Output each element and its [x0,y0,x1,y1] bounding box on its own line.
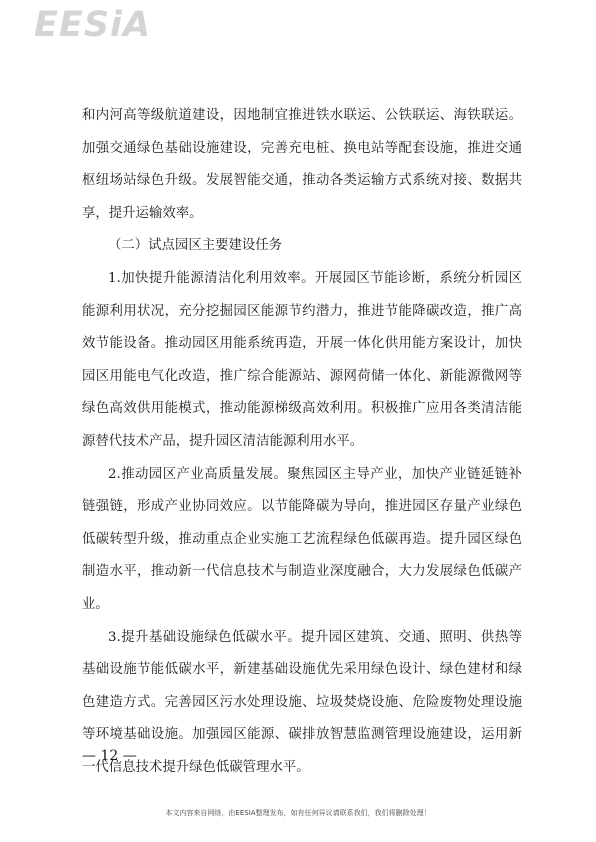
task-item-2: 2.推动园区产业高质量发展。聚焦园区主导产业，加快产业链延链补链强链，形成产业协同效应。以节能降碳为导向，推进园区存量产业绿色低碳转型升级，推动重点企业实施工艺流程绿色低碳再造。提升园区绿色制造水平，推动新一代信息技术与制造业深度融合，大力发展绿色低碳产业。 [82,466,522,612]
continuation-paragraph: 和内河高等级航道建设，因地制宜推进铁水联运、公铁联运、海铁联运。加强交通绿色基础设施建设，完善充电桩、换电站等配套设施，推进交通枢纽场站绿色升级。发展智能交通，推动各类运输方式系统对接、数据共享，提升运输效率。 [82,108,522,221]
task-item-3: 3.提升基础设施绿色低碳水平。提升园区建筑、交通、照明、供热等基础设施节能低碳水平，新建基础设施优先采用绿色设计、绿色建材和绿色建造方式。完善园区污水处理设施、垃圾焚烧设施、危险废物处理设施等环境基础设施。加强园区能源、碳排放智慧监测管理设施建设，运用新一代信息技术提升绿色低碳管理水平。 [82,629,522,775]
document-body [82,100,522,784]
footer-disclaimer: 本文内容来自网络，由EESIA整理发布，如有任何异议请联系我们，我们将删除处理！ [165,809,431,817]
section-heading: （二）试点园区主要建设任务 [108,238,283,254]
task-item-1: 1.加快提升能源清洁化利用效率。开展园区节能诊断，系统分析园区能源利用状况，充分挖掘园区能源节约潜力，推进节能降碳改造，推广高效节能设备。推动园区用能系统再造，开展一体化供用能方案设计，加快园区用能电气化改造，推广综合能源站、源网荷储一体化、新能源微网等绿色高效供用能模式，推动能源梯级高效利用。积极推广应用各类清洁能源替代技术产品，提升园区清洁能源利用水平。 [82,270,522,449]
eesia-logo: EESiA [34,5,152,45]
page-number: — 12 — [82,748,137,764]
